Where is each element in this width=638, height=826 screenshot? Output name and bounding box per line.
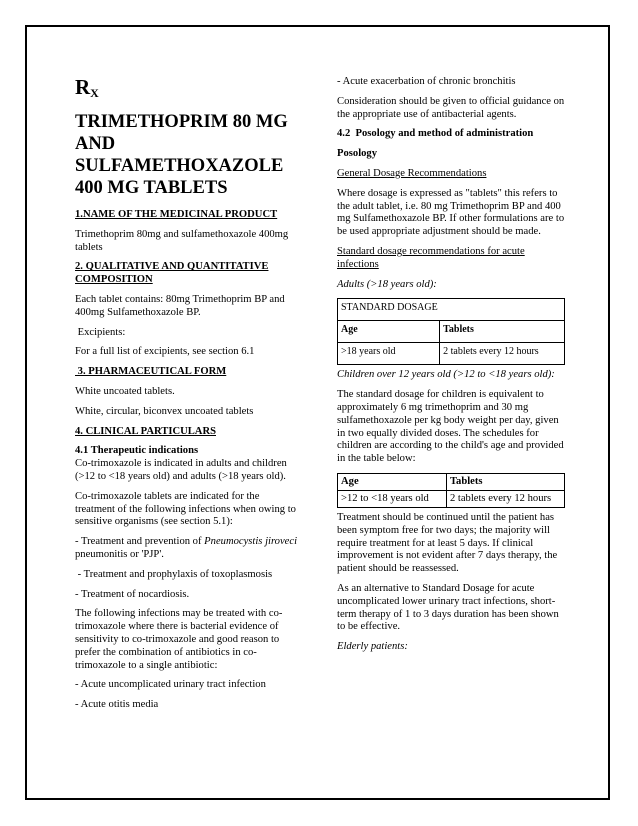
title-line: SULFAMETHOXAZOLE — [75, 156, 284, 176]
general-dosage-text: Where dosage is expressed as "tablets" this refers to the adult tablet, i.e. 80 mg Trimethoprim BP and 400 mg Sulfamethoxazole BP. If other formulations are to be used appropriate adjustment should be made. — [337, 187, 565, 238]
table-header: Age — [338, 321, 440, 343]
indications-block — [75, 445, 300, 483]
form-line-2: White, circular, biconvex uncoated tablets — [75, 405, 254, 417]
form-line-1: White uncoated tablets. — [75, 385, 175, 397]
indicated-text: Co-trimoxazole tablets are indicated for the treatment of the following infections when owing to sensitive organisms (see section 5.1): — [75, 490, 296, 528]
table-header: Tablets — [446, 473, 564, 490]
excipients-note: For a full list of excipients, see section 6.1 — [75, 346, 255, 358]
title-line: TRIMETHOPRIM 80 MG — [75, 112, 288, 132]
rx-main: R — [75, 75, 91, 99]
table-row — [338, 343, 565, 365]
table-row — [338, 321, 565, 343]
children-dosage-table — [337, 473, 565, 508]
adults-label: Adults (>18 years old): — [337, 278, 437, 290]
title-line: AND — [75, 134, 116, 154]
table-caption: STANDARD DOSAGE — [338, 299, 565, 321]
uti-item: - Acute uncomplicated urinary tract infection — [75, 679, 266, 691]
general-dosage-heading: General Dosage Recommendations — [337, 167, 487, 179]
table-header: Tablets — [440, 321, 565, 343]
table-cell: >12 to <18 years old — [338, 490, 447, 507]
pcp-prefix: - Treatment and prevention of — [75, 536, 205, 548]
indications-text: Co-trimoxazole is indicated in adults and children (>12 to <18 years old) and adults (>18 years old). — [75, 458, 287, 482]
posology-heading: Posology — [337, 148, 378, 160]
left-column — [75, 76, 300, 719]
bronchitis-item: - Acute exacerbation of chronic bronchitis — [337, 76, 516, 87]
excipients-label: Excipients: — [75, 326, 126, 338]
right-column — [337, 76, 567, 661]
table-row — [338, 473, 565, 490]
elderly-label: Elderly patients: — [337, 641, 408, 653]
table-row — [338, 490, 565, 507]
children-text: The standard dosage for children is equivalent to approximately 6 mg trimethoprim and 30 mg sulfamethoxazole per kg body weight per day, given in two equally divided doses. The schedules for children are according to the child's age and provided in the table below: — [337, 389, 564, 465]
table-cell: >18 years old — [338, 343, 440, 365]
standard-dosage-heading: Standard dosage recommendations for acute infections — [337, 245, 525, 270]
rx-symbol — [75, 76, 300, 104]
children-label: Children over 12 years old (>12 to <18 years old): — [337, 369, 555, 381]
section-4-2-heading: 4.2 Posology and method of administration — [337, 128, 534, 140]
composition-text: Each tablet contains: 80mg Trimethoprim BP and 400mg Sulfamethoxazole BP. — [75, 293, 285, 318]
toxo-item: - Treatment and prophylaxis of toxoplasmosis — [75, 568, 273, 580]
otitis-item: - Acute otitis media — [75, 699, 159, 711]
table-cell: 2 tablets every 12 hours — [440, 343, 565, 365]
treatment-text: Treatment should be continued until the patient has been symptom free for two days; the majority will require treatment for at least 5 days. If clinical improvement is not evident after 7 days therapy, the patient should be reassessed. — [337, 511, 558, 575]
pcp-organism: Pneumocystis jiroveci — [204, 536, 298, 548]
section-3-heading: 3. PHARMACEUTICAL FORM — [75, 366, 227, 378]
section-2-heading: 2. QUALITATIVE AND QUANTITATIVE COMPOSITION — [75, 261, 269, 286]
standard-dosage-table — [337, 298, 565, 365]
drug-title — [75, 111, 300, 199]
section-1-heading: 1.NAME OF THE MEDICINAL PRODUCT — [75, 209, 278, 220]
pcp-item — [75, 536, 300, 562]
table-row — [338, 299, 565, 321]
table-cell: 2 tablets every 12 hours — [446, 490, 564, 507]
nocardiosis-item: - Treatment of nocardiosis. — [75, 588, 190, 600]
title-line: 400 MG TABLETS — [75, 178, 228, 198]
rx-sub: X — [90, 86, 99, 100]
following-text: The following infections may be treated with co-trimoxazole where there is bacterial evidence of sensitivity to co-trimoxazole and good reason to prefer the combination of antibiotics in co-trimoxazole to a single antibiotic: — [75, 608, 283, 671]
section-4-heading: 4. CLINICAL PARTICULARS — [75, 425, 216, 437]
pcp-suffix: pneumonitis or 'PJP'. — [75, 548, 164, 560]
section-4-1-heading: 4.1 Therapeutic indications — [75, 445, 199, 457]
product-name-text: Trimethoprim 80mg and sulfamethoxazole 400mg tablets — [75, 228, 289, 253]
alternative-text: As an alternative to Standard Dosage for acute uncomplicated lower urinary tract infections, short-term therapy of 1 to 3 days duration has been shown to be effective. — [337, 582, 559, 633]
consideration-text: Consideration should be given to official guidance on the appropriate use of antibacterial agents. — [337, 95, 565, 120]
table-header: Age — [338, 473, 447, 490]
